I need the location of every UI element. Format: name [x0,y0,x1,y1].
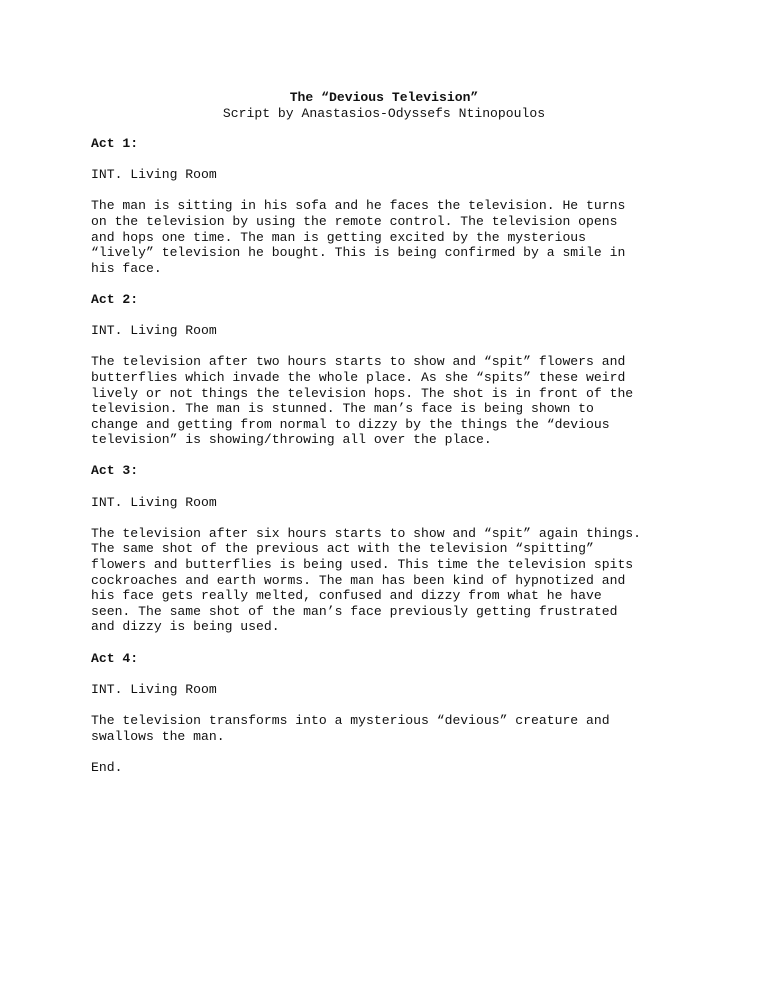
text-line: The television after two hours starts to show and “spit” flowers and [91,354,626,370]
act-heading: Act 2: [91,291,139,307]
text-line: The man is sitting in his sofa and he faces the television. He turns [91,198,626,214]
text-line: flowers and butterflies is being used. This time the television spits [91,557,634,573]
text-line: television” is showing/throwing all over the place. [91,432,492,448]
document-header [0,90,768,121]
document-body [91,136,691,775]
act-2 [91,292,691,448]
act-description [91,713,691,744]
text-line: “lively” television he bought. This is being confirmed by a smile in [91,245,626,261]
scene-heading: INT. Living Room [91,681,217,697]
act-description [91,526,691,635]
act-description [91,198,691,276]
text-line: lively or not things the television hops. The shot is in front of the [91,385,634,401]
scene-heading: INT. Living Room [91,167,217,183]
act-heading: Act 1: [91,136,139,151]
text-line: and dizzy is being used. [91,619,280,635]
text-line: seen. The same shot of the man’s face previously getting frustrated [91,603,618,619]
scene-heading: INT. Living Room [91,494,217,510]
document-subtitle: Script by Anastasios-Odyssefs Ntinopoulos [222,105,546,121]
text-line: television. The man is stunned. The man’s face is being shown to [91,401,594,417]
text-line: The television after six hours starts to show and “spit” again things. [91,525,642,541]
act-heading: Act 3: [91,463,139,479]
text-line: and hops one time. The man is getting excited by the mysterious [91,229,587,245]
act-1 [91,136,691,276]
text-line: his face. [91,260,162,276]
act-4 [91,651,691,745]
text-line: swallows the man. [91,728,225,744]
act-heading: Act 4: [91,650,139,666]
text-line: The same shot of the previous act with the television “spitting” [91,541,594,557]
end-marker: End. [91,759,123,775]
text-line: butterflies which invade the whole place. As she “spits” these weird [91,369,626,385]
document-title: The “Devious Television” [289,90,479,105]
text-line: his face gets really melted, confused and dizzy from what he have [91,588,602,604]
text-line: cockroaches and earth worms. The man has been kind of hypnotized and [91,572,626,588]
text-line: on the television by using the remote control. The television opens [91,213,618,229]
text-line: The television transforms into a mysterious “devious” creature and [91,712,610,728]
scene-heading: INT. Living Room [91,323,217,339]
text-line: change and getting from normal to dizzy by the things the “devious [91,416,610,432]
act-description [91,354,691,448]
act-3 [91,463,691,635]
